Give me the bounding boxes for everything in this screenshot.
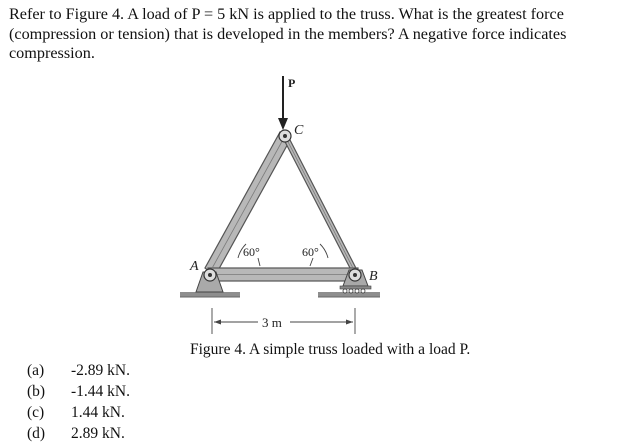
option-letter: (a): [27, 362, 45, 379]
ground-right: [318, 292, 380, 297]
ground-left: [180, 292, 240, 297]
option-b[interactable]: [27, 381, 130, 402]
label-b: B: [369, 269, 378, 284]
answer-options: [27, 360, 130, 444]
label-angle-right: 60°: [302, 245, 319, 259]
option-value: 2.89 kN.: [71, 425, 125, 442]
label-c: C: [294, 123, 304, 138]
figure-caption: Figure 4. A simple truss loaded with a load P.: [190, 341, 471, 358]
option-letter: (b): [27, 383, 46, 400]
load-arrow-p: [278, 76, 288, 130]
question-text: Refer to Figure 4. A load of P = 5 kN is applied to the truss. What is the greatest force (compression or tension) that is developed in the members? A negative force indicates compression.: [9, 5, 567, 62]
option-value: 1.44 kN.: [71, 404, 125, 421]
option-value: -2.89 kN.: [71, 362, 130, 379]
label-p: P: [288, 76, 296, 90]
option-a[interactable]: [27, 360, 130, 381]
label-a: A: [190, 259, 199, 274]
label-angle-left: 60°: [243, 245, 260, 259]
option-letter: (d): [27, 425, 46, 442]
option-c[interactable]: [27, 402, 130, 423]
option-letter: (c): [27, 404, 45, 421]
option-d[interactable]: [27, 423, 130, 444]
joint-c: [279, 130, 291, 142]
option-value: -1.44 kN.: [71, 383, 130, 400]
truss-members: [205, 132, 360, 281]
dimension-line: [212, 308, 355, 334]
label-dimension: 3 m: [262, 315, 282, 330]
